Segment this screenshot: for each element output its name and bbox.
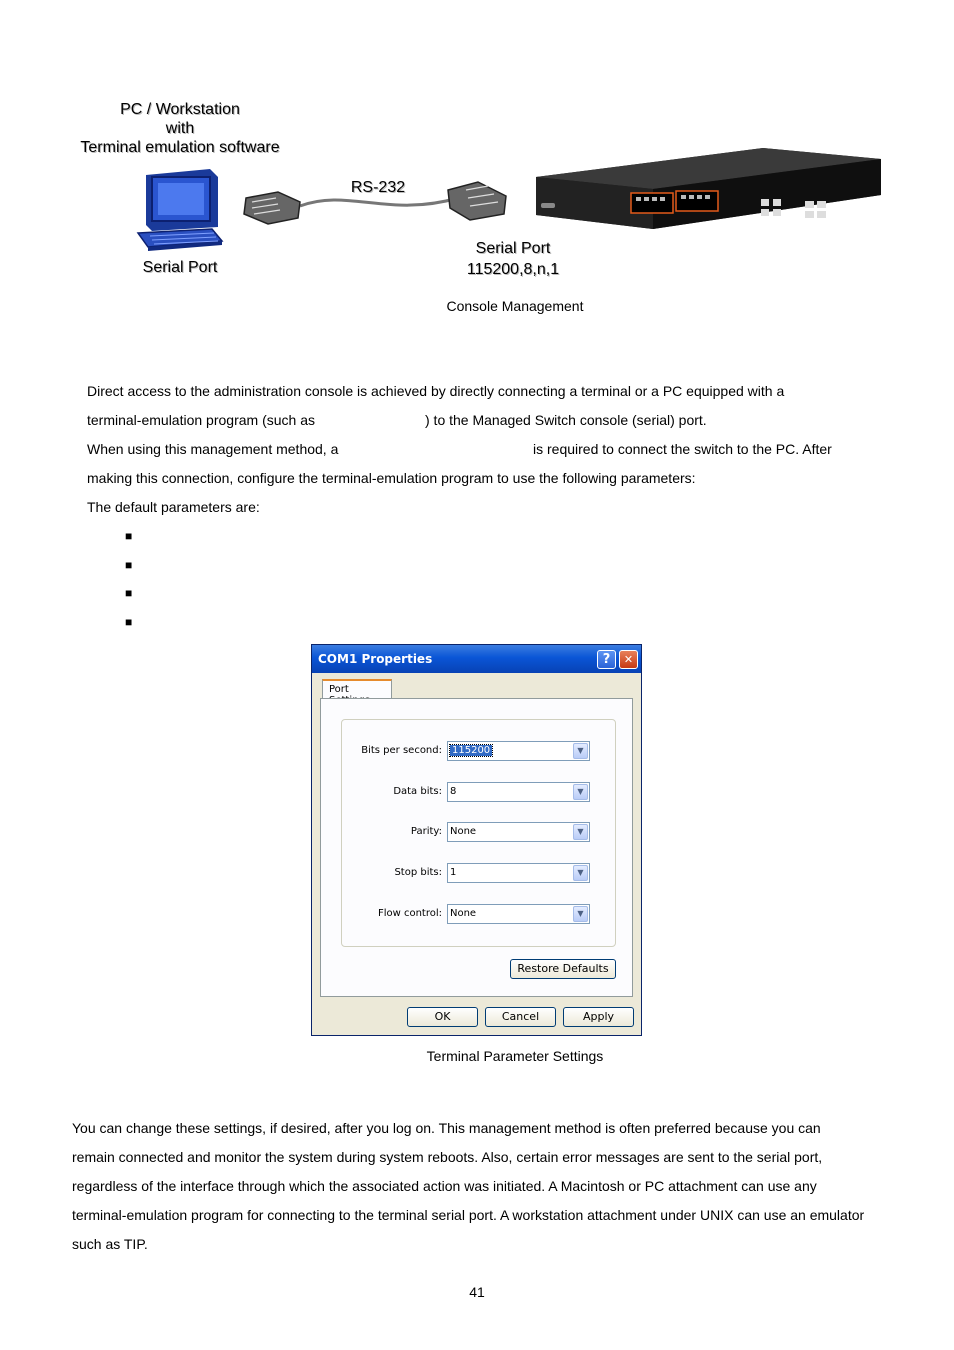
intro-line2-b: ) to the Managed Switch console (serial) port.: [425, 412, 707, 428]
dialog-titlebar: [312, 645, 641, 673]
bits-per-second-label: Bits per second:: [361, 745, 442, 756]
left-port-label: Serial Port: [142, 259, 218, 276]
flow-control-select[interactable]: [447, 904, 590, 924]
right-port-label: [448, 238, 578, 280]
ok-button[interactable]: OK: [407, 1007, 478, 1027]
restore-defaults-button[interactable]: Restore Defaults: [510, 959, 616, 979]
bits-per-second-select[interactable]: [447, 741, 590, 761]
footer-paragraph: [72, 1114, 902, 1259]
diagram-caption: Console Management: [446, 298, 584, 314]
footer-line2: remain connected and monitor the system during system reboots. Also, certain error messages are sent to the serial port,: [72, 1149, 823, 1165]
intro-line3-a: When using this management method, a: [87, 441, 339, 457]
parity-select[interactable]: [447, 822, 590, 842]
flow-control-value: None: [450, 908, 477, 919]
dialog-caption: Terminal Parameter Settings: [426, 1048, 604, 1064]
help-icon[interactable]: ?: [597, 650, 616, 669]
close-icon[interactable]: ✕: [619, 650, 638, 669]
com1-properties-dialog: [311, 644, 642, 1036]
intro-paragraph: [87, 377, 877, 522]
cancel-button[interactable]: Cancel: [485, 1007, 556, 1027]
bullet-2: ■: [125, 558, 133, 572]
bullet-3: ■: [125, 586, 133, 600]
data-bits-value: 8: [450, 786, 457, 797]
settings-group: [341, 719, 616, 947]
intro-line1: Direct access to the administration console is achieved by directly connecting a terminal or a PC equipped with a: [87, 383, 785, 399]
intro-line3: [87, 435, 877, 464]
bullet-1: ■: [125, 529, 133, 543]
chevron-down-icon[interactable]: ▼: [573, 784, 588, 800]
apply-button[interactable]: Apply: [563, 1007, 634, 1027]
pc-label-line2: with: [165, 120, 195, 137]
parity-label: Parity:: [410, 826, 442, 837]
pc-label-line1: PC / Workstation: [120, 101, 240, 118]
footer-line3: regardless of the interface through which the associated action was initiated. A Macintosh or PC attachment can use any: [72, 1178, 817, 1194]
right-port-label-line2: 115200,8,n,1: [466, 261, 560, 278]
pc-label-line3: Terminal emulation software: [80, 139, 280, 156]
chevron-down-icon[interactable]: ▼: [573, 743, 588, 759]
pc-computer-icon: [130, 165, 225, 255]
intro-line2: [87, 406, 877, 435]
footer-line5: such as TIP.: [72, 1236, 148, 1252]
stop-bits-label: Stop bits:: [394, 867, 442, 878]
defaults-heading: The default parameters are:: [87, 499, 260, 515]
data-bits-select[interactable]: [447, 782, 590, 802]
pc-label: [60, 100, 300, 157]
data-bits-label: Data bits:: [393, 786, 442, 797]
page-number: 41: [469, 1284, 485, 1300]
footer-line4: terminal-emulation program for connecting to the terminal serial port. A workstation attachment under UNIX can use an emulator: [72, 1207, 865, 1223]
stop-bits-select[interactable]: [447, 863, 590, 883]
port-settings-panel: [320, 698, 633, 997]
flow-control-label: Flow control:: [377, 908, 442, 919]
bullet-4: ■: [125, 615, 133, 629]
chevron-down-icon[interactable]: ▼: [573, 906, 588, 922]
intro-line3-b: is required to connect the switch to the PC. After: [533, 441, 832, 457]
chevron-down-icon[interactable]: ▼: [573, 824, 588, 840]
intro-line2-a: terminal-emulation program (such as: [87, 412, 315, 428]
cable-label: RS-232: [350, 179, 406, 196]
bits-per-second-value: 115200: [452, 745, 491, 756]
right-port-label-line1: Serial Port: [475, 240, 551, 257]
switch-device-icon: [533, 145, 883, 235]
chevron-down-icon[interactable]: ▼: [573, 865, 588, 881]
stop-bits-value: 1: [450, 867, 457, 878]
intro-line4: making this connection, configure the terminal-emulation program to use the following parameters:: [87, 470, 696, 486]
footer-line1: You can change these settings, if desired, after you log on. This management method is often preferred because you can: [72, 1120, 821, 1136]
dialog-title: COM1 Properties: [318, 652, 433, 666]
parity-value: None: [450, 826, 477, 837]
tab-port-settings[interactable]: Port: [322, 679, 392, 699]
